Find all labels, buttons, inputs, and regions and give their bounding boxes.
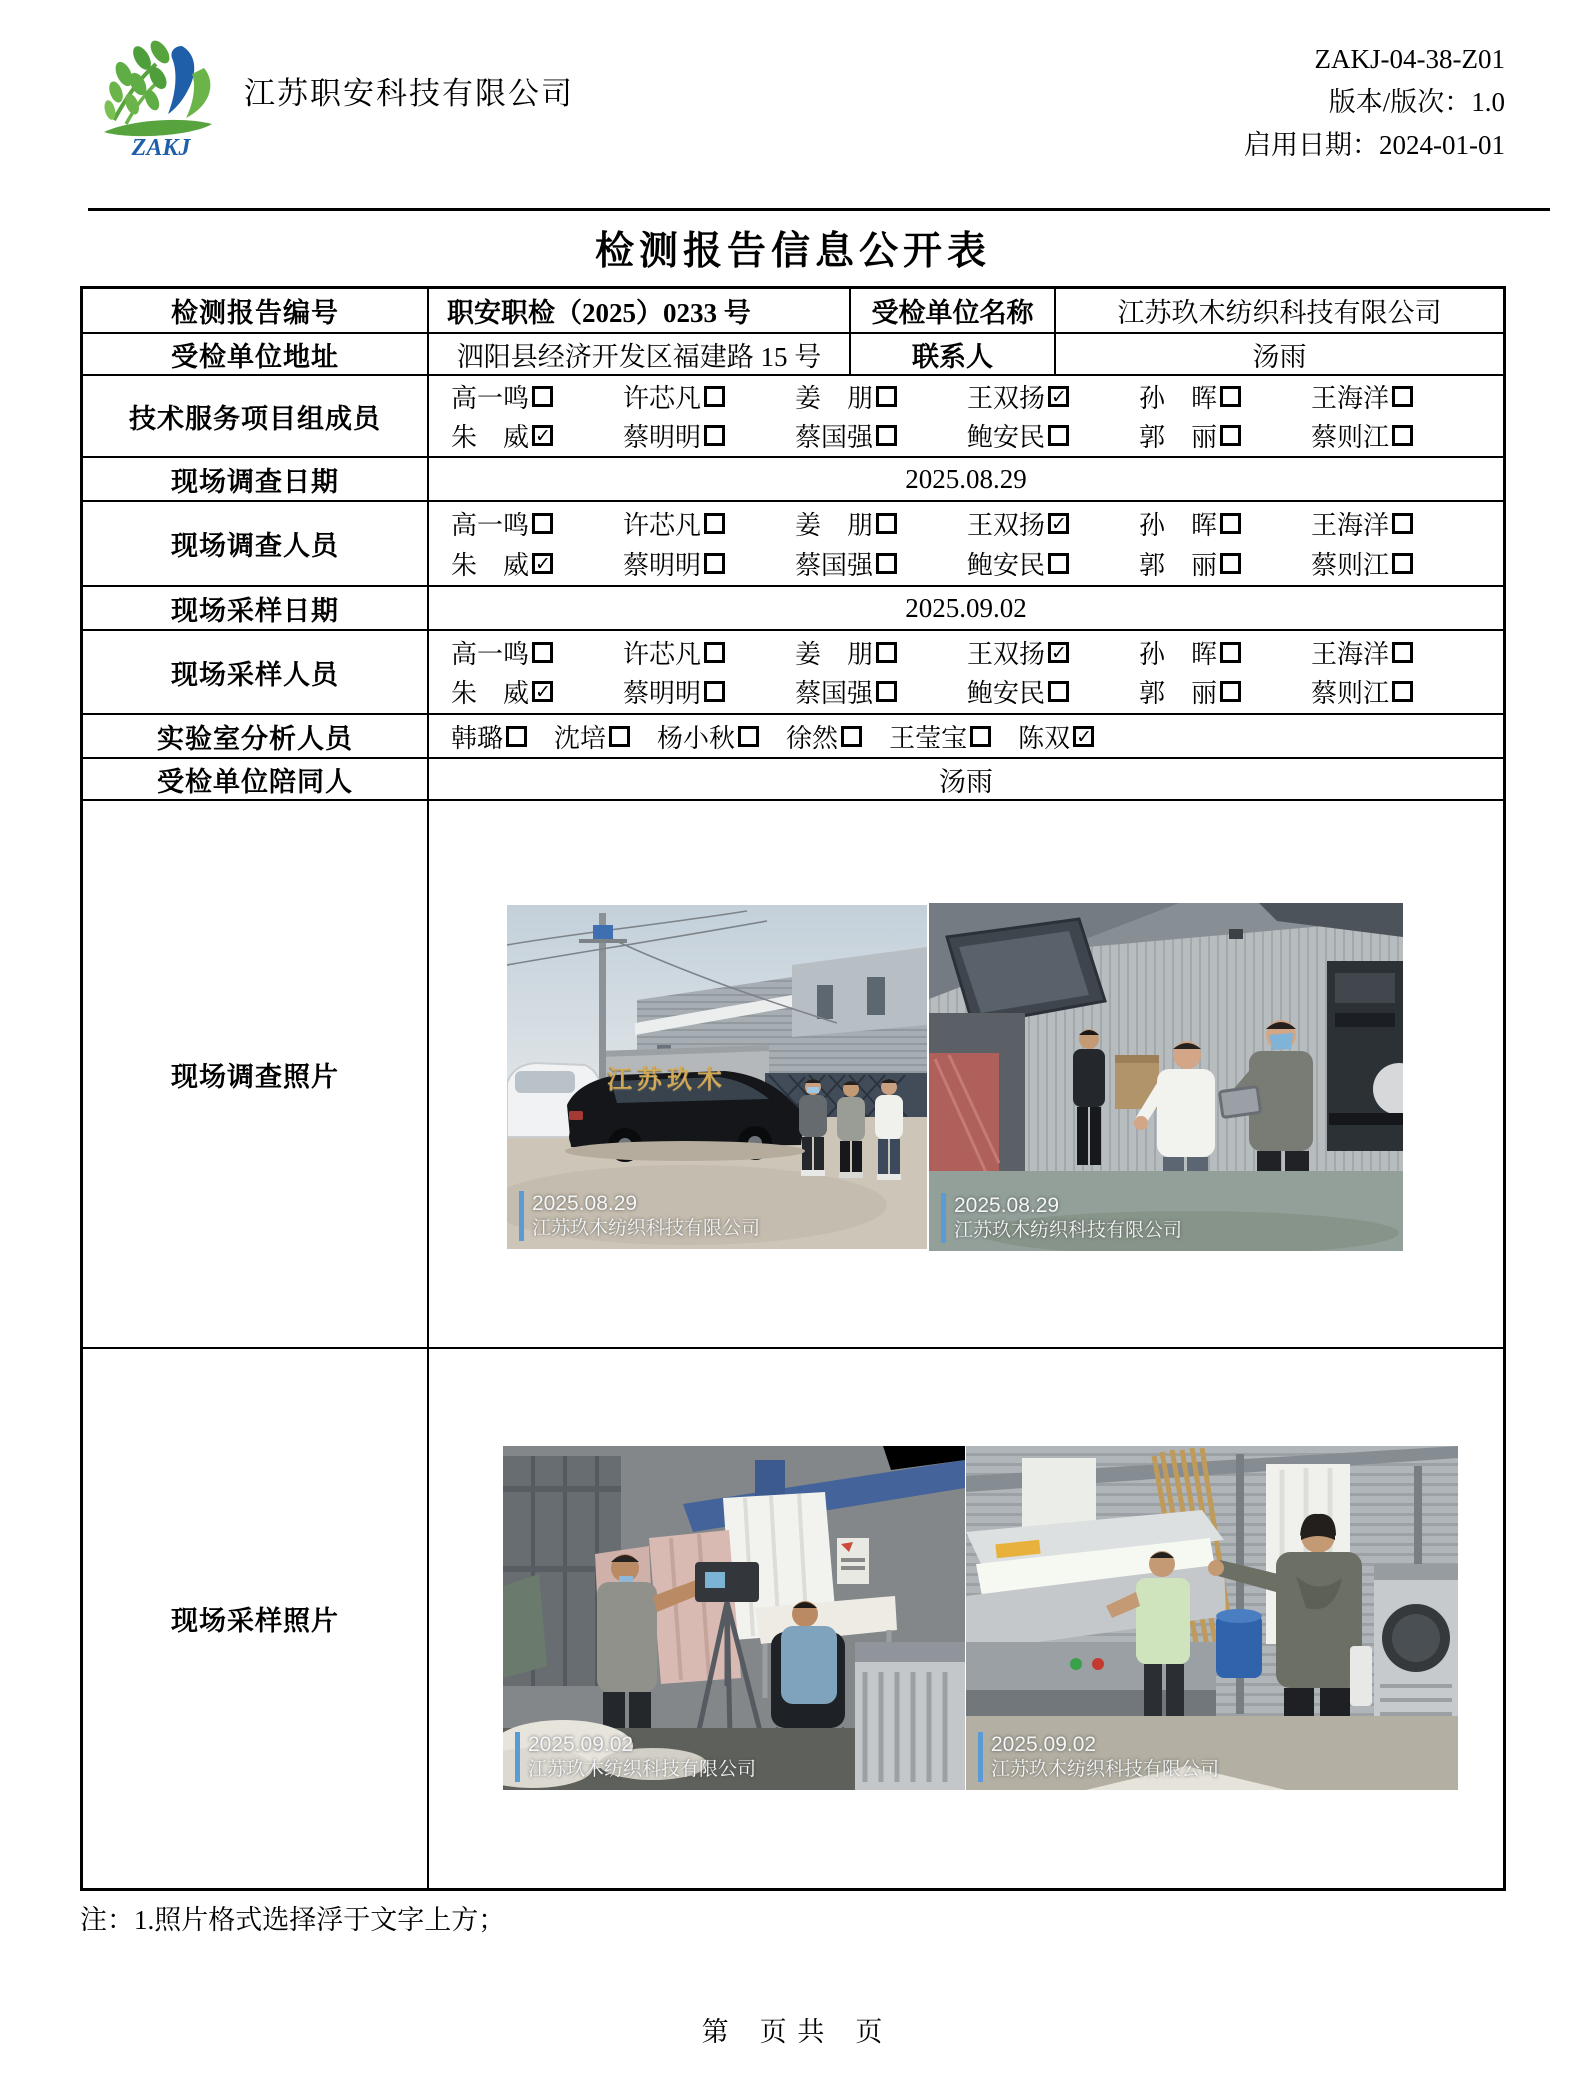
watermark-company: 江苏玖木纺织科技有限公司: [991, 1759, 1220, 1780]
staff-checkbox-item: [967, 545, 1139, 582]
staff-checkbox-item: [451, 673, 623, 710]
survey-photo-label: 现场调查照片: [83, 801, 429, 1347]
sampling-date-label: 现场采样日期: [83, 587, 429, 629]
staff-name: 高一鸣: [451, 639, 530, 669]
survey-photo-cell: [429, 801, 1503, 1347]
checkbox-unchecked[interactable]: [609, 726, 630, 747]
staff-name: 蔡则江: [1311, 551, 1390, 580]
staff-checkbox-item: [451, 417, 623, 454]
staff-names-line: [429, 718, 1503, 755]
staff-name: 郭 丽: [1139, 679, 1218, 709]
staff-name: 蔡则江: [1311, 423, 1390, 452]
lab-staff-label: 实验室分析人员: [83, 715, 429, 757]
staff-name: 蔡明明: [623, 551, 702, 580]
staff-checkbox-item: [1139, 673, 1311, 710]
accompany-label: 受检单位陪同人: [83, 759, 429, 799]
staff-checkbox-item: [795, 634, 967, 671]
staff-name: 鲍安民: [967, 551, 1046, 580]
watermark-bar-icon: [515, 1732, 520, 1782]
staff-checkbox-item: [623, 634, 795, 671]
staff-names-line: [429, 505, 1503, 542]
checkbox-unchecked[interactable]: [1392, 642, 1413, 663]
watermark-bar-icon: [941, 1193, 946, 1243]
checkbox-unchecked[interactable]: [876, 425, 897, 446]
staff-checkbox-item: [451, 378, 623, 415]
report-info-table: [80, 286, 1506, 1891]
staff-name: 鲍安民: [967, 423, 1046, 452]
survey-staff-members: [429, 502, 1503, 585]
staff-checkbox-item: [795, 378, 967, 415]
staff-name: 朱 威: [451, 423, 530, 452]
staff-name: 王海洋: [1311, 639, 1390, 669]
staff-name: 郭 丽: [1139, 551, 1218, 580]
staff-checkbox-item: [795, 545, 967, 582]
staff-name: 高一鸣: [451, 384, 530, 413]
staff-checkbox-item: [451, 634, 623, 671]
leaf-logo-icon: [86, 28, 236, 160]
checkbox-unchecked[interactable]: [1220, 425, 1241, 446]
survey-staff-label: 现场调查人员: [83, 502, 429, 585]
checkbox-unchecked[interactable]: [1220, 386, 1241, 407]
table-row: [83, 289, 1503, 332]
staff-name: 王双扬: [967, 384, 1046, 413]
doc-start-date: 启用日期：2024-01-01: [1244, 130, 1505, 160]
staff-checkbox-item: [623, 673, 795, 710]
checkbox-unchecked[interactable]: [1392, 553, 1413, 574]
staff-checkbox-item: [623, 378, 795, 415]
staff-checkbox-item: [795, 505, 967, 542]
checkbox-checked[interactable]: ✓: [532, 681, 553, 702]
watermark-company: 江苏玖木纺织科技有限公司: [954, 1220, 1183, 1241]
staff-name: 蔡明明: [623, 423, 702, 452]
checkbox-unchecked[interactable]: [704, 642, 725, 663]
checkbox-unchecked[interactable]: [1392, 681, 1413, 702]
checkbox-unchecked[interactable]: [1220, 513, 1241, 534]
staff-checkbox-item: [786, 718, 862, 755]
table-row: [83, 456, 1503, 500]
sampling-photo-cell: [429, 1349, 1503, 1888]
watermark-company: 江苏玖木纺织科技有限公司: [528, 1759, 757, 1780]
table-row: [83, 629, 1503, 713]
staff-names-line: [429, 378, 1503, 415]
survey-photo-right: [929, 903, 1403, 1251]
checkbox-unchecked[interactable]: [1048, 681, 1069, 702]
staff-name: 徐然: [786, 723, 839, 753]
checkbox-unchecked[interactable]: [876, 681, 897, 702]
staff-name: 许芯凡: [623, 384, 702, 413]
photo-watermark: [519, 1191, 760, 1241]
staff-checkbox-item: [795, 417, 967, 454]
checkbox-unchecked[interactable]: [1220, 681, 1241, 702]
staff-checkbox-item: [1311, 545, 1483, 582]
checkbox-checked[interactable]: ✓: [1073, 726, 1094, 747]
staff-name: 郭 丽: [1139, 423, 1218, 452]
staff-checkbox-item: [1139, 505, 1311, 542]
staff-name: 姜 朋: [795, 639, 874, 669]
checkbox-unchecked[interactable]: [841, 726, 862, 747]
doc-version: 版本/版次：1.0: [1328, 87, 1505, 117]
survey-date-label: 现场调查日期: [83, 458, 429, 500]
sampling-photo-label: 现场采样照片: [83, 1349, 429, 1888]
staff-checkbox-item: [967, 634, 1139, 671]
staff-checkbox-item: [451, 718, 527, 755]
company-logo: [86, 28, 236, 160]
table-row: [83, 713, 1503, 757]
sampling-date-value: 2025.09.02: [905, 592, 1027, 623]
staff-name: 陈双: [1018, 723, 1071, 753]
checkbox-unchecked[interactable]: [876, 513, 897, 534]
factory-sign-text: 江苏玖木: [607, 1067, 728, 1094]
staff-name: 韩璐: [451, 723, 504, 753]
checkbox-unchecked[interactable]: [970, 726, 991, 747]
staff-name: 许芯凡: [623, 639, 702, 669]
staff-names-line: [429, 673, 1503, 710]
header-divider: [88, 208, 1550, 211]
staff-name: 杨小秋: [657, 723, 736, 753]
staff-checkbox-item: [1018, 718, 1094, 755]
staff-name: 王双扬: [967, 639, 1046, 669]
staff-names-line: [429, 634, 1503, 671]
checkbox-unchecked[interactable]: [1048, 425, 1069, 446]
staff-checkbox-item: [1311, 505, 1483, 542]
table-row: [83, 374, 1503, 456]
sampling-staff-label: 现场采样人员: [83, 631, 429, 713]
unit-name-value: 江苏玖木纺织科技有限公司: [1117, 298, 1442, 328]
survey-photo-left: [507, 905, 927, 1249]
staff-name: 许芯凡: [623, 511, 702, 540]
checkbox-unchecked[interactable]: [876, 642, 897, 663]
sampling-photo-right: [966, 1446, 1458, 1790]
staff-name: 高一鸣: [451, 511, 530, 540]
table-row: [83, 757, 1503, 799]
unit-addr-label: 受检单位地址: [83, 334, 429, 374]
staff-name: 姜 朋: [795, 511, 874, 540]
staff-name: 朱 威: [451, 551, 530, 580]
checkbox-unchecked[interactable]: [1392, 425, 1413, 446]
team-label: 技术服务项目组成员: [83, 376, 429, 456]
contact-value: 汤雨: [1252, 341, 1307, 372]
staff-name: 沈培: [554, 723, 607, 753]
doc-code: ZAKJ-04-38-Z01: [1314, 44, 1505, 74]
staff-checkbox-item: [623, 505, 795, 542]
staff-checkbox-item: [1311, 634, 1483, 671]
watermark-date: 2025.09.02: [991, 1733, 1097, 1756]
checkbox-checked[interactable]: ✓: [1048, 642, 1069, 663]
staff-checkbox-item: [795, 673, 967, 710]
checkbox-unchecked[interactable]: [704, 425, 725, 446]
watermark-bar-icon: [519, 1191, 524, 1241]
staff-name: 姜 朋: [795, 384, 874, 413]
report-no-label: 检测报告编号: [83, 289, 429, 332]
staff-checkbox-item: [967, 417, 1139, 454]
staff-checkbox-item: [623, 545, 795, 582]
staff-name: 孙 晖: [1139, 639, 1218, 669]
contact-label: 联系人: [851, 334, 1056, 374]
staff-names-line: [429, 417, 1503, 454]
table-row: [83, 585, 1503, 629]
staff-checkbox-item: [967, 673, 1139, 710]
page-number-footer: 第 页 共 页: [701, 2017, 885, 2047]
table-row: [83, 799, 1503, 1347]
checkbox-unchecked[interactable]: [704, 681, 725, 702]
checkbox-unchecked[interactable]: [1048, 553, 1069, 574]
accompany-value: 汤雨: [939, 766, 993, 797]
photo-watermark: [515, 1732, 756, 1782]
checkbox-unchecked[interactable]: [532, 513, 553, 534]
table-row: [83, 1347, 1503, 1888]
watermark-date: 2025.09.02: [528, 1733, 634, 1756]
staff-checkbox-item: [1139, 378, 1311, 415]
team-members: [429, 376, 1503, 456]
checkbox-unchecked[interactable]: [876, 553, 897, 574]
checkbox-unchecked[interactable]: [532, 386, 553, 407]
table-row: [83, 332, 1503, 374]
svg-text:ZAKJ: ZAKJ: [131, 135, 191, 160]
staff-name: 王海洋: [1311, 384, 1390, 413]
checkbox-unchecked[interactable]: [1392, 386, 1413, 407]
sampling-staff-members: [429, 631, 1503, 713]
staff-checkbox-item: [1139, 417, 1311, 454]
checkbox-unchecked[interactable]: [506, 726, 527, 747]
checkbox-unchecked[interactable]: [738, 726, 759, 747]
checkbox-unchecked[interactable]: [704, 386, 725, 407]
staff-checkbox-item: [967, 378, 1139, 415]
staff-checkbox-item: [967, 505, 1139, 542]
watermark-date: 2025.08.29: [532, 1192, 638, 1215]
checkbox-checked[interactable]: ✓: [1048, 513, 1069, 534]
staff-checkbox-item: [1311, 417, 1483, 454]
staff-checkbox-item: [451, 505, 623, 542]
page-title: 检测报告信息公开表: [594, 230, 991, 273]
staff-checkbox-item: [657, 718, 759, 755]
staff-name: 孙 晖: [1139, 384, 1218, 413]
checkbox-checked[interactable]: ✓: [1048, 386, 1069, 407]
checkbox-unchecked[interactable]: [532, 642, 553, 663]
staff-checkbox-item: [451, 545, 623, 582]
staff-checkbox-item: [1311, 673, 1483, 710]
checkbox-checked[interactable]: ✓: [532, 425, 553, 446]
staff-name: 王双扬: [967, 511, 1046, 540]
staff-name: 蔡明明: [623, 679, 702, 709]
checkbox-unchecked[interactable]: [1392, 513, 1413, 534]
staff-name: 孙 晖: [1139, 511, 1218, 540]
table-row: [83, 500, 1503, 585]
staff-name: 鲍安民: [967, 679, 1046, 709]
survey-date-value: 2025.08.29: [905, 463, 1027, 494]
document-meta: [1244, 38, 1505, 167]
checkbox-unchecked[interactable]: [704, 513, 725, 534]
footnote: 注：1.照片格式选择浮于文字上方；: [80, 1905, 506, 1935]
staff-name: 王海洋: [1311, 511, 1390, 540]
staff-name: 蔡国强: [795, 551, 874, 580]
checkbox-checked[interactable]: ✓: [532, 553, 553, 574]
report-no-value: 职安职检（2025）0233 号: [429, 289, 851, 332]
staff-name: 朱 威: [451, 679, 530, 709]
header-company-name: 江苏职安科技有限公司: [244, 76, 574, 111]
staff-checkbox-item: [623, 417, 795, 454]
staff-name: 蔡国强: [795, 679, 874, 709]
staff-name: 王莹宝: [889, 723, 968, 753]
checkbox-unchecked[interactable]: [704, 553, 725, 574]
staff-name: 蔡国强: [795, 423, 874, 452]
lab-staff-members: [429, 715, 1503, 757]
watermark-company: 江苏玖木纺织科技有限公司: [532, 1218, 761, 1239]
checkbox-unchecked[interactable]: [1220, 642, 1241, 663]
watermark-bar-icon: [978, 1732, 983, 1782]
photo-watermark: [941, 1193, 1182, 1243]
staff-name: 蔡则江: [1311, 679, 1390, 709]
sampling-photo-left: [503, 1446, 965, 1790]
staff-checkbox-item: [554, 718, 630, 755]
staff-checkbox-item: [1139, 634, 1311, 671]
staff-names-line: [429, 545, 1503, 582]
unit-name-label: 受检单位名称: [851, 289, 1056, 332]
checkbox-unchecked[interactable]: [876, 386, 897, 407]
checkbox-unchecked[interactable]: [1220, 553, 1241, 574]
watermark-date: 2025.08.29: [954, 1194, 1060, 1217]
unit-addr-value: 泗阳县经济开发区福建路 15 号: [429, 334, 851, 374]
staff-checkbox-item: [1139, 545, 1311, 582]
staff-checkbox-item: [1311, 378, 1483, 415]
photo-watermark: [978, 1732, 1219, 1782]
staff-checkbox-item: [889, 718, 991, 755]
